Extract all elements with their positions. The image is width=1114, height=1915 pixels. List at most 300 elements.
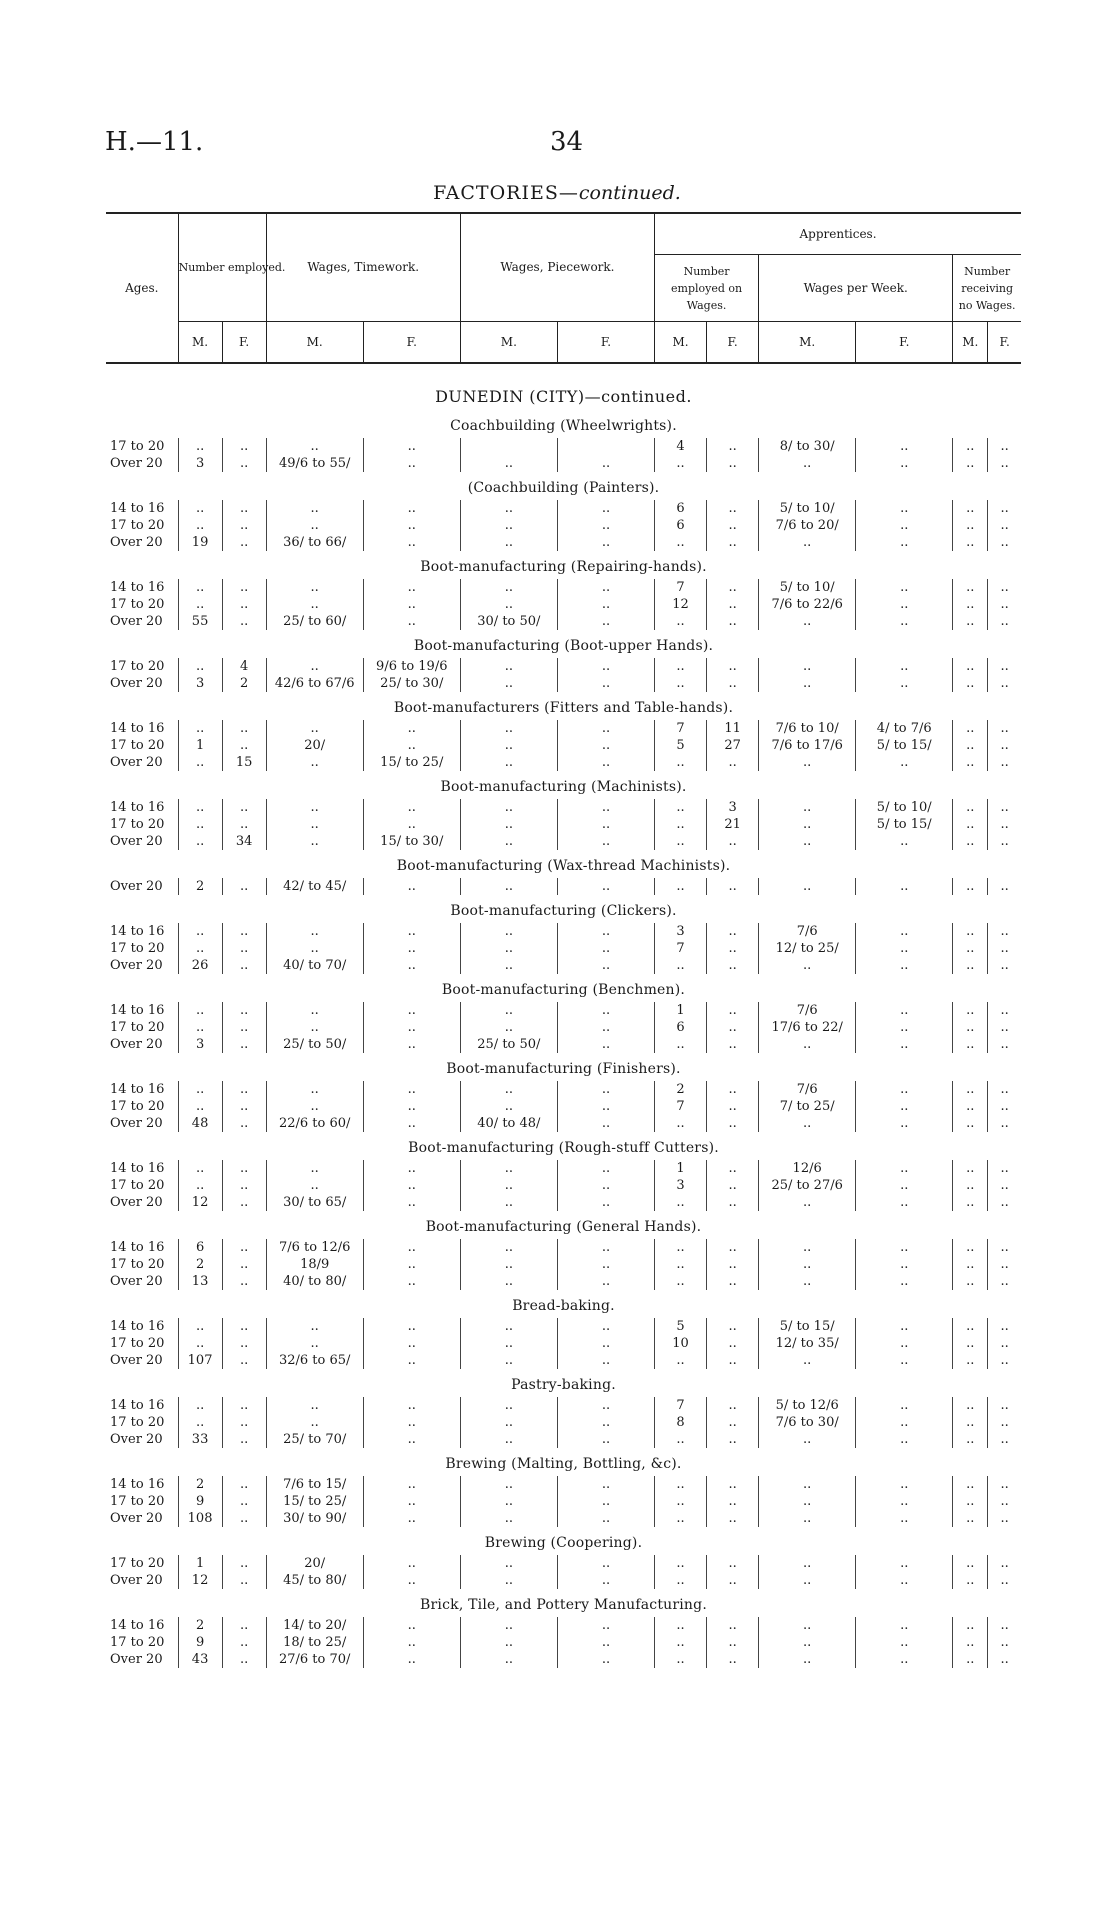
table-cell: 7/6 <box>759 1002 856 1019</box>
table-cell: 7/6 <box>759 1081 856 1098</box>
table-cell <box>557 438 654 455</box>
table-cell: .. <box>953 1194 988 1211</box>
header-app-wages-per-week: Wages per Week. <box>759 255 953 322</box>
table-row <box>106 1160 1021 1177</box>
table-cell: .. <box>363 455 460 472</box>
age-cell: 14 to 16 <box>110 1082 165 1097</box>
age-cell: 17 to 20 <box>110 439 165 454</box>
table-cell: .. <box>988 737 1021 754</box>
table-cell: .. <box>266 517 363 534</box>
table-cell: 20/ <box>266 1555 363 1572</box>
table-cell: .. <box>178 720 222 737</box>
table-cell: .. <box>856 1115 953 1132</box>
table-cell: .. <box>655 534 707 551</box>
age-cell: Over 20 <box>110 879 163 894</box>
table-row <box>106 1414 1021 1431</box>
table-cell: 55 <box>178 613 222 630</box>
table-cell: .. <box>266 833 363 850</box>
age-cell: 17 to 20 <box>110 1556 165 1571</box>
table-cell: .. <box>856 1081 953 1098</box>
table-cell: .. <box>178 833 222 850</box>
table-cell: .. <box>759 1634 856 1651</box>
table-cell: .. <box>856 1256 953 1273</box>
age-cell: 14 to 16 <box>110 1240 165 1255</box>
table-cell: .. <box>460 596 557 613</box>
table-cell: 2 <box>178 1256 222 1273</box>
table-cell: .. <box>759 816 856 833</box>
table-cell: .. <box>460 1273 557 1290</box>
table-cell: .. <box>759 1036 856 1053</box>
table-cell: 5/ to 10/ <box>759 579 856 596</box>
table-cell: .. <box>856 1572 953 1589</box>
table-cell: 19 <box>178 534 222 551</box>
table-cell: .. <box>856 1239 953 1256</box>
age-cell: 17 to 20 <box>110 738 165 753</box>
table-cell: 12/ to 35/ <box>759 1335 856 1352</box>
section-title-text: Pastry-baking. <box>511 1376 616 1393</box>
table-cell: .. <box>856 923 953 940</box>
table-cell: .. <box>363 816 460 833</box>
table-cell: .. <box>363 1177 460 1194</box>
table-cell: .. <box>953 1335 988 1352</box>
table-row <box>106 1177 1021 1194</box>
table-cell: .. <box>707 1335 759 1352</box>
table-cell: .. <box>460 1352 557 1369</box>
age-cell: Over 20 <box>110 614 163 629</box>
table-cell: .. <box>266 940 363 957</box>
table-cell: .. <box>222 1555 266 1572</box>
table-cell: .. <box>953 799 988 816</box>
table-cell: 5/ to 10/ <box>856 799 953 816</box>
table-cell: 107 <box>178 1352 222 1369</box>
table-cell: 3 <box>655 1177 707 1194</box>
table-row <box>106 675 1021 692</box>
table-cell: .. <box>178 1160 222 1177</box>
table-cell: .. <box>557 1273 654 1290</box>
table-cell: .. <box>856 1352 953 1369</box>
table-cell: .. <box>988 1318 1021 1335</box>
table-cell: .. <box>178 816 222 833</box>
table-cell: .. <box>988 1431 1021 1448</box>
table-cell: .. <box>363 1098 460 1115</box>
table-cell: .. <box>460 1634 557 1651</box>
table-cell: .. <box>988 675 1021 692</box>
table-cell: .. <box>988 878 1021 895</box>
header-wages-piecework: Wages, Piecework. <box>460 213 654 322</box>
table-cell: .. <box>988 455 1021 472</box>
section-title <box>106 850 1021 878</box>
table-cell: .. <box>557 1414 654 1431</box>
table-cell: .. <box>988 1572 1021 1589</box>
section-heading <box>106 551 1021 579</box>
table-cell: .. <box>178 1414 222 1431</box>
table-cell: .. <box>178 658 222 675</box>
table-cell: .. <box>222 534 266 551</box>
table-cell: .. <box>178 500 222 517</box>
table-cell: .. <box>707 1617 759 1634</box>
table-cell: .. <box>953 1177 988 1194</box>
table-cell: .. <box>266 438 363 455</box>
age-cell: 17 to 20 <box>110 659 165 674</box>
table-cell: .. <box>363 720 460 737</box>
table-cell: .. <box>953 940 988 957</box>
table-cell: .. <box>363 923 460 940</box>
table-cell: 21 <box>707 816 759 833</box>
table-cell: .. <box>988 1194 1021 1211</box>
table-cell: .. <box>988 596 1021 613</box>
table-cell: .. <box>953 596 988 613</box>
table-cell: .. <box>856 1651 953 1668</box>
table-cell: .. <box>856 1634 953 1651</box>
table-cell: .. <box>222 613 266 630</box>
table-cell: .. <box>953 1273 988 1290</box>
table-cell: 7 <box>655 579 707 596</box>
table-row <box>106 1318 1021 1335</box>
table-cell: .. <box>953 1634 988 1651</box>
table-cell: .. <box>856 1273 953 1290</box>
table-cell: .. <box>988 1002 1021 1019</box>
table-cell: .. <box>557 1318 654 1335</box>
table-row <box>106 1194 1021 1211</box>
table-cell: .. <box>178 1318 222 1335</box>
table-cell: .. <box>266 799 363 816</box>
table-cell: 4 <box>222 658 266 675</box>
table-cell: .. <box>953 1256 988 1273</box>
section-title-text: Boot-manufacturing (Machinists). <box>440 778 687 795</box>
section-title <box>106 895 1021 923</box>
table-cell: .. <box>557 658 654 675</box>
table-cell: 15/ to 30/ <box>363 833 460 850</box>
table-cell: .. <box>988 1098 1021 1115</box>
table-cell: .. <box>222 1239 266 1256</box>
age-cell: Over 20 <box>110 535 163 550</box>
table-cell: .. <box>222 1431 266 1448</box>
section-heading <box>106 974 1021 1002</box>
table-row <box>106 455 1021 472</box>
table-cell: .. <box>222 500 266 517</box>
table-cell: .. <box>655 1476 707 1493</box>
table-cell: 7/6 to 30/ <box>759 1414 856 1431</box>
table-cell: 15/ to 25/ <box>266 1493 363 1510</box>
table-cell: .. <box>988 720 1021 737</box>
age-cell: 17 to 20 <box>110 518 165 533</box>
section-heading <box>106 1290 1021 1318</box>
table-cell: .. <box>266 1318 363 1335</box>
table-cell: .. <box>363 957 460 974</box>
table-cell: .. <box>988 500 1021 517</box>
table-cell: 7 <box>655 1098 707 1115</box>
table-cell: .. <box>655 833 707 850</box>
section-title <box>106 551 1021 579</box>
table-cell: .. <box>988 1160 1021 1177</box>
table-cell: .. <box>856 1431 953 1448</box>
table-cell: .. <box>988 517 1021 534</box>
table-cell: .. <box>856 1617 953 1634</box>
table-cell: 42/6 to 67/6 <box>266 675 363 692</box>
table-cell: .. <box>988 1256 1021 1273</box>
table-cell: .. <box>707 1273 759 1290</box>
section-heading <box>106 472 1021 500</box>
table-cell: .. <box>363 1572 460 1589</box>
table-cell: .. <box>222 1572 266 1589</box>
table-cell: .. <box>988 833 1021 850</box>
table-cell: .. <box>557 1177 654 1194</box>
table-cell: .. <box>759 799 856 816</box>
table-row <box>106 500 1021 517</box>
table-cell: .. <box>178 1002 222 1019</box>
table-cell: .. <box>460 1617 557 1634</box>
table-cell: 3 <box>707 799 759 816</box>
table-cell: .. <box>707 754 759 771</box>
age-cell: Over 20 <box>110 1195 163 1210</box>
table-cell: .. <box>759 1256 856 1273</box>
table-cell: .. <box>655 1273 707 1290</box>
table-cell: .. <box>557 1634 654 1651</box>
table-cell: .. <box>222 737 266 754</box>
table-cell: .. <box>363 1273 460 1290</box>
table-row <box>106 1510 1021 1527</box>
table-cell: 7 <box>655 940 707 957</box>
table-cell: .. <box>759 878 856 895</box>
table-cell: .. <box>953 438 988 455</box>
table-cell: .. <box>460 1397 557 1414</box>
table-cell: 7/ to 25/ <box>759 1098 856 1115</box>
page-number: 34 <box>550 127 584 157</box>
table-cell: .. <box>178 754 222 771</box>
table-cell: .. <box>557 1002 654 1019</box>
section-heading <box>106 1211 1021 1239</box>
table-row <box>106 1634 1021 1651</box>
table-cell: 25/ to 30/ <box>363 675 460 692</box>
table-cell: .. <box>707 534 759 551</box>
table-cell: .. <box>266 1081 363 1098</box>
table-cell: .. <box>222 455 266 472</box>
section-heading <box>106 1589 1021 1617</box>
table-row <box>106 957 1021 974</box>
table-cell: .. <box>707 675 759 692</box>
table-cell: .. <box>988 1081 1021 1098</box>
table-cell: .. <box>655 1239 707 1256</box>
section-heading <box>106 692 1021 720</box>
table-cell: .. <box>953 957 988 974</box>
table-cell: .. <box>363 534 460 551</box>
table-cell: .. <box>266 1414 363 1431</box>
table-cell: .. <box>759 1555 856 1572</box>
table-cell: 9 <box>178 1493 222 1510</box>
table-cell: .. <box>953 1160 988 1177</box>
section-title <box>106 1527 1021 1555</box>
table-cell: .. <box>460 1177 557 1194</box>
table-cell: .. <box>222 1036 266 1053</box>
table-cell: .. <box>557 1036 654 1053</box>
table-cell: .. <box>953 1081 988 1098</box>
table-cell: 108 <box>178 1510 222 1527</box>
table-cell: .. <box>655 1651 707 1668</box>
table-cell: .. <box>856 940 953 957</box>
section-title <box>106 1053 1021 1081</box>
table-cell: .. <box>856 455 953 472</box>
table-cell: .. <box>557 878 654 895</box>
table-row <box>106 1352 1021 1369</box>
table-cell: .. <box>707 940 759 957</box>
section-title-text: Brewing (Coopering). <box>484 1534 643 1551</box>
table-row <box>106 613 1021 630</box>
table-cell: .. <box>759 613 856 630</box>
table-cell: .. <box>363 1634 460 1651</box>
header-m: M. <box>460 322 557 364</box>
age-cell: Over 20 <box>110 1573 163 1588</box>
table-cell: .. <box>178 517 222 534</box>
table-cell: .. <box>988 658 1021 675</box>
table-cell: 7/6 to 12/6 <box>266 1239 363 1256</box>
table-cell: .. <box>707 1194 759 1211</box>
age-cell: 17 to 20 <box>110 1178 165 1193</box>
table-cell: 13 <box>178 1273 222 1290</box>
table-cell: .. <box>953 675 988 692</box>
table-cell: .. <box>363 737 460 754</box>
section-heading <box>106 771 1021 799</box>
table-cell: .. <box>759 1617 856 1634</box>
table-cell: .. <box>460 1335 557 1352</box>
table-cell: .. <box>460 1510 557 1527</box>
page-title: FACTORIES—continued. <box>433 182 681 204</box>
table-body <box>106 363 1021 1668</box>
table-row <box>106 1081 1021 1098</box>
table-cell: .. <box>707 1651 759 1668</box>
table-cell: .. <box>988 799 1021 816</box>
header-m: M. <box>178 322 222 364</box>
table-row <box>106 1555 1021 1572</box>
table-cell: .. <box>655 1194 707 1211</box>
table-cell: .. <box>655 1572 707 1589</box>
section-title <box>106 630 1021 658</box>
table-cell: .. <box>655 455 707 472</box>
section-title <box>106 771 1021 799</box>
table-cell: .. <box>856 957 953 974</box>
table-cell: .. <box>988 754 1021 771</box>
table-cell: .. <box>460 1239 557 1256</box>
table-cell: 49/6 to 55/ <box>266 455 363 472</box>
table-cell: .. <box>363 1555 460 1572</box>
table-cell: .. <box>856 1510 953 1527</box>
section-title <box>106 1448 1021 1476</box>
table-cell: .. <box>557 1617 654 1634</box>
table-cell: .. <box>707 1397 759 1414</box>
header-wages-timework: Wages, Timework. <box>266 213 460 322</box>
table-cell: 30/ to 50/ <box>460 613 557 630</box>
table-cell: .. <box>856 579 953 596</box>
table-cell: .. <box>953 500 988 517</box>
table-cell: 43 <box>178 1651 222 1668</box>
table-cell: .. <box>655 1352 707 1369</box>
table-cell: .. <box>222 1352 266 1369</box>
table-cell: .. <box>557 1194 654 1211</box>
table-cell: .. <box>222 923 266 940</box>
table-cell: .. <box>222 799 266 816</box>
table-row <box>106 1115 1021 1132</box>
table-cell: .. <box>266 658 363 675</box>
table-cell: .. <box>557 517 654 534</box>
table-row <box>106 799 1021 816</box>
table-cell: .. <box>655 1431 707 1448</box>
table-cell: .. <box>266 1002 363 1019</box>
table-cell: .. <box>363 1318 460 1335</box>
section-title-text: Boot-manufacturing (Clickers). <box>450 902 677 919</box>
table-cell: .. <box>988 1414 1021 1431</box>
report-reference: H.—11. <box>105 127 204 157</box>
table-cell: .. <box>953 1115 988 1132</box>
table-cell: 2 <box>178 1617 222 1634</box>
header-apprentices: Apprentices. <box>655 213 1021 255</box>
table-cell: 7/6 to 22/6 <box>759 596 856 613</box>
table-cell: .. <box>856 1098 953 1115</box>
table-row <box>106 658 1021 675</box>
table-cell: .. <box>557 579 654 596</box>
table-cell: .. <box>707 596 759 613</box>
section-title-text: Boot-manufacturing (Benchmen). <box>441 981 686 998</box>
table-cell: .. <box>988 1036 1021 1053</box>
table-cell: .. <box>707 1431 759 1448</box>
table-cell: .. <box>222 940 266 957</box>
table-cell: .. <box>363 1476 460 1493</box>
age-cell: Over 20 <box>110 1432 163 1447</box>
section-heading <box>106 1053 1021 1081</box>
table-cell: .. <box>557 1510 654 1527</box>
table-cell: .. <box>856 754 953 771</box>
table-cell: .. <box>856 833 953 850</box>
table-cell: .. <box>222 1617 266 1634</box>
header-f: F. <box>988 322 1021 364</box>
table-cell: .. <box>988 1115 1021 1132</box>
table-cell: .. <box>856 534 953 551</box>
table-cell: .. <box>953 1397 988 1414</box>
header-f: F. <box>363 322 460 364</box>
table-cell: .. <box>222 720 266 737</box>
table-row <box>106 940 1021 957</box>
table-row <box>106 1036 1021 1053</box>
table-cell: .. <box>953 1572 988 1589</box>
table-cell: .. <box>557 1239 654 1256</box>
age-cell: 17 to 20 <box>110 1635 165 1650</box>
table-cell: .. <box>953 517 988 534</box>
section-title <box>106 692 1021 720</box>
table-cell: .. <box>953 1036 988 1053</box>
table-cell: .. <box>557 1651 654 1668</box>
table-cell: .. <box>460 737 557 754</box>
table-cell: .. <box>856 1318 953 1335</box>
section-title-text: Boot-manufacturing (Repairing-hands). <box>420 558 707 575</box>
section-title <box>106 1290 1021 1318</box>
section-title-text: Bread-baking. <box>512 1297 615 1314</box>
age-cell: 14 to 16 <box>110 501 165 516</box>
table-cell: .. <box>460 878 557 895</box>
table-cell: 5/ to 15/ <box>856 816 953 833</box>
table-cell: 12 <box>178 1194 222 1211</box>
table-cell: .. <box>266 923 363 940</box>
table-row <box>106 1493 1021 1510</box>
age-cell: Over 20 <box>110 456 163 471</box>
table-cell: .. <box>988 1335 1021 1352</box>
table-cell: .. <box>222 579 266 596</box>
section-heading <box>106 850 1021 878</box>
age-cell: 17 to 20 <box>110 817 165 832</box>
section-heading <box>106 1448 1021 1476</box>
table-cell: .. <box>557 1397 654 1414</box>
table-cell: .. <box>363 1352 460 1369</box>
table-cell: .. <box>222 1177 266 1194</box>
table-cell: 10 <box>655 1335 707 1352</box>
age-cell: 14 to 16 <box>110 1003 165 1018</box>
